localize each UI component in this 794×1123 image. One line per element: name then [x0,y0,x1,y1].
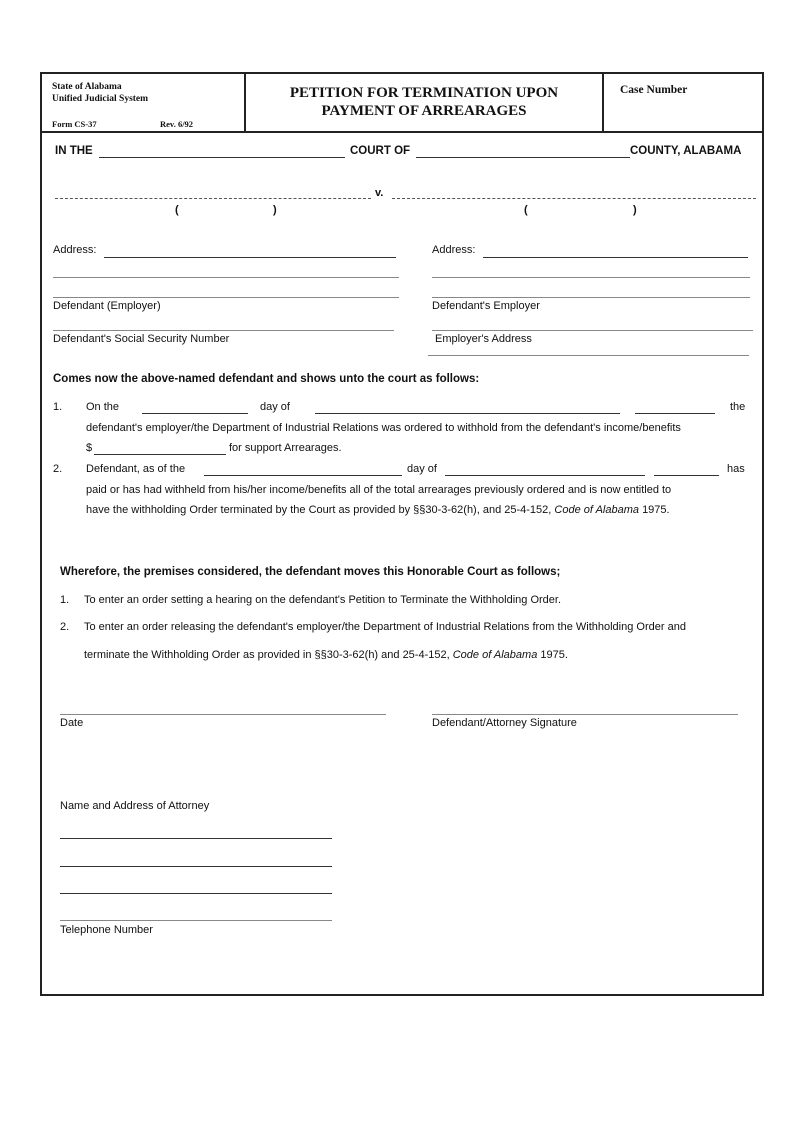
item-2-day-field[interactable] [204,475,402,476]
paren-close-left: ) [273,204,277,216]
item-2-line-2: paid or has had withheld from his/her income/benefits all of the total arrearages previously ordered and is now entitled to [86,484,672,496]
attorney-label: Name and Address of Attorney [60,800,210,812]
case-number-label: Case Number [620,84,688,96]
motion-1-number: 1. [60,594,70,606]
court-type-field[interactable] [99,157,345,158]
paren-close-right: ) [633,204,637,216]
item-2-has: has [727,463,745,475]
item-1-number: 1. [53,401,63,413]
org-system: Unified Judicial System [52,94,149,104]
right-address-field-2[interactable] [432,277,750,278]
item-2-number: 2. [53,463,63,475]
paren-open-right: ( [524,204,528,216]
attorney-line-2[interactable] [60,866,332,867]
court-of-label: COURT OF [350,145,411,157]
title-line-2: PAYMENT OF ARREARAGES [321,103,527,119]
arrearage-amount-field[interactable] [94,454,226,455]
employer-label: Defendant's Employer [432,300,540,312]
header-org-block [42,74,246,131]
telephone-label: Telephone Number [60,924,153,936]
title-line-1: PETITION FOR TERMINATION UPON [289,85,559,101]
date-label: Date [60,717,84,729]
item-1-day-of: day of [260,401,290,413]
right-address-label: Address: [432,244,476,256]
item-1-year-field[interactable] [635,413,715,414]
org-state: State of Alabama [52,82,122,92]
paren-open-left: ( [175,204,179,216]
motion-2-text-2: terminate the Withholding Order as provided in §§30-3-62(h) and 25-4-152, Code of Alabama 1975. [84,649,568,661]
item-1-on-the: On the [86,401,120,413]
item-1-day-field[interactable] [142,413,248,414]
employer-address-field[interactable] [432,330,753,331]
form-revision: Rev. 6/92 [160,119,194,129]
telephone-field[interactable] [60,920,332,921]
in-the-label: IN THE [55,145,93,157]
motion-2-text: To enter an order releasing the defendant's employer/the Department of Industrial Relations from the Withholding Order and [84,621,686,633]
form-header [42,74,762,133]
plaintiff-field[interactable] [55,198,371,199]
item-2-month-field[interactable] [445,475,645,476]
case-number-field[interactable] [606,74,762,131]
right-address-field-1[interactable] [483,257,748,258]
petition-form [40,72,764,996]
motion-2-number: 2. [60,621,70,633]
employer-field[interactable] [432,297,750,298]
petition-intro: Comes now the above-named defendant and shows unto the court as follows: [53,373,480,385]
date-field[interactable] [60,714,386,715]
motion-intro: Wherefore, the premises considered, the defendant moves this Honorable Court as follows; [60,566,561,578]
ssn-label: Defendant's Social Security Number [53,333,230,345]
defendant-employer-label: Defendant (Employer) [53,300,161,312]
signature-label: Defendant/Attorney Signature [432,717,577,729]
motion-1-text: To enter an order setting a hearing on the defendant's Petition to Terminate the Withholding Order. [84,594,562,606]
item-1-month-field[interactable] [315,413,620,414]
item-1-line-2: defendant's employer/the Department of Industrial Relations was ordered to withhold from the defendant's income/benefits [86,422,681,434]
item-2-year-field[interactable] [654,475,719,476]
form-title [246,74,604,131]
attorney-line-1[interactable] [60,838,332,839]
left-address-field-2[interactable] [53,277,399,278]
versus-label: v. [375,187,384,199]
item-1-dollar: $ [86,442,93,454]
defendant-employer-field[interactable] [53,297,399,298]
item-1-line-3: for support Arrearages. [229,442,342,454]
left-address-label: Address: [53,244,97,256]
employer-address-field-2[interactable] [428,355,749,356]
county-field[interactable] [416,157,630,158]
employer-address-label: Employer's Address [435,333,532,345]
item-2-line-3: have the withholding Order terminated by the Court as provided by §§30-3-62(h), and 25-4-152, Code of Alabama 1975. [86,504,670,516]
left-address-field-1[interactable] [104,257,396,258]
signature-field[interactable] [432,714,738,715]
item-2-as-of: Defendant, as of the [86,463,186,475]
item-1-the: the [730,401,746,413]
ssn-field[interactable] [53,330,394,331]
attorney-line-3[interactable] [60,893,332,894]
county-label: COUNTY, ALABAMA [630,145,742,157]
defendant-name-field[interactable] [392,198,756,199]
item-2-day-of: day of [407,463,437,475]
form-number: Form CS-37 [52,119,97,129]
